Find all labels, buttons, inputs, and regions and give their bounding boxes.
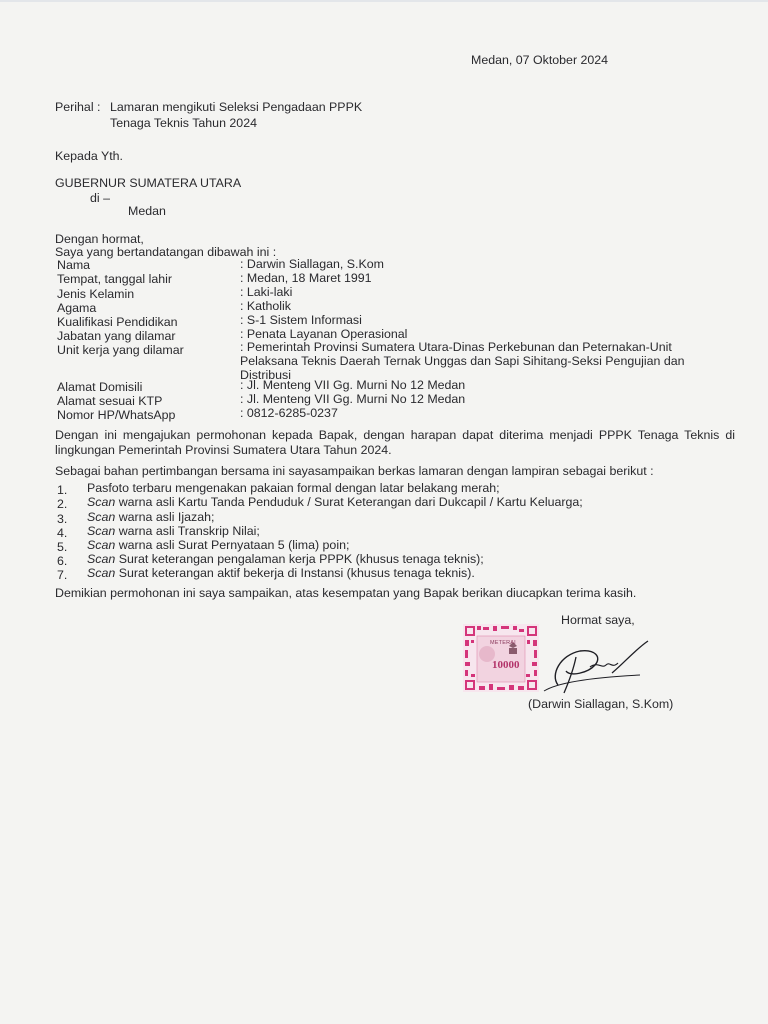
greeting: Dengan hormat, xyxy=(55,232,144,246)
attachment-number: 4. xyxy=(57,526,68,540)
subject-line-1: Lamaran mengikuti Seleksi Pengadaan PPPK xyxy=(110,100,363,114)
field-label-education: Kualifikasi Pendidikan xyxy=(57,315,178,329)
letter-date: Medan, 07 Oktober 2024 xyxy=(471,53,609,67)
field-label-name: Nama xyxy=(57,258,91,272)
field-value-work-unit: : Pemerintah Provinsi Sumatera Utara-Dinas Perkebunan dan Peternakan-Unit Pelaksana Teknis Daerah Ternak Unggas dan Sapi Sihitang-Seksi Pengujian dan Distribusi xyxy=(240,340,685,382)
field-label-domicile: Alamat Domisili xyxy=(57,380,143,394)
attachment-text: Pasfoto terbaru mengenakan pakaian formal dengan latar belakang merah; xyxy=(87,481,500,495)
field-label-work-unit: Unit kerja yang dilamar xyxy=(57,343,184,357)
field-label-position: Jabatan yang dilamar xyxy=(57,329,176,343)
body-paragraph: Dengan ini mengajukan permohonan kepada Bapak, dengan harapan dapat diterima menjadi PPPK Tenaga Teknis di lingkungan Pemerintah Provinsi Sumatera Utara Tahun 2024. xyxy=(55,428,735,457)
attachment-item xyxy=(87,524,260,538)
addressee-salutation: Kepada Yth. xyxy=(55,149,123,163)
field-value-gender: : Laki-laki xyxy=(240,285,293,299)
subject-label: Perihal : xyxy=(55,100,101,114)
closing-paragraph: Demikian permohonan ini saya sampaikan, atas kesempatan yang Bapak berikan diucapkan terima kasih. xyxy=(55,586,637,600)
field-value-phone: : 0812-6285-0237 xyxy=(240,406,338,420)
attachment-number: 2. xyxy=(57,497,68,511)
attachment-intro: Sebagai bahan pertimbangan bersama ini sayasampaikan berkas lamaran dengan lampiran sebagai berikut : xyxy=(55,464,654,478)
attachment-item xyxy=(87,495,583,509)
subject-line-2: Tenaga Teknis Tahun 2024 xyxy=(110,116,257,130)
field-value-religion: : Katholik xyxy=(240,299,291,313)
field-label-gender: Jenis Kelamin xyxy=(57,287,135,301)
stamp-value: 10000 xyxy=(492,659,520,671)
field-value-name: : Darwin Siallagan, S.Kom xyxy=(240,257,384,271)
attachment-scan-word: Scan xyxy=(87,538,116,552)
stamp-label: METERAI xyxy=(490,640,516,646)
regards: Hormat saya, xyxy=(561,613,635,627)
attachment-number: 1. xyxy=(57,483,68,497)
attachment-number: 6. xyxy=(57,554,68,568)
attachment-scan-word: Scan xyxy=(87,552,116,566)
attachment-scan-word: Scan xyxy=(87,510,116,524)
attachment-text: Surat keterangan aktif bekerja di Instansi (khusus tenaga teknis). xyxy=(115,566,475,580)
field-label-religion: Agama xyxy=(57,301,97,315)
attachment-text: Surat keterangan pengalaman kerja PPPK (khusus tenaga teknis); xyxy=(115,552,484,566)
signature-icon xyxy=(540,635,655,697)
attachment-item xyxy=(87,510,214,524)
intro-line: Saya yang bertandatangan dibawah ini : xyxy=(55,245,277,259)
attachment-text: warna asli Kartu Tanda Penduduk / Surat Keterangan dari Dukcapil / Kartu Keluarga; xyxy=(115,495,583,509)
attachment-number: 7. xyxy=(57,568,68,582)
signer-name: (Darwin Siallagan, S.Kom) xyxy=(528,697,674,711)
recipient-city: Medan xyxy=(128,204,166,218)
attachment-number: 3. xyxy=(57,512,68,526)
meterai-stamp-icon xyxy=(463,624,539,692)
attachment-item xyxy=(87,538,349,552)
attachment-scan-word: Scan xyxy=(87,495,116,509)
field-value-position: : Penata Layanan Operasional xyxy=(240,327,408,341)
field-label-birth: Tempat, tanggal lahir xyxy=(57,272,173,286)
attachment-text: warna asli Ijazah; xyxy=(115,510,215,524)
attachment-scan-word: Scan xyxy=(87,524,116,538)
field-value-education: : S-1 Sistem Informasi xyxy=(240,313,362,327)
field-label-phone: Nomor HP/WhatsApp xyxy=(57,408,176,422)
attachment-text: warna asli Surat Pernyataan 5 (lima) poin; xyxy=(115,538,350,552)
attachment-scan-word: Scan xyxy=(87,566,116,580)
field-label-ktp-address: Alamat sesuai KTP xyxy=(57,394,163,408)
page-top-edge xyxy=(0,0,768,2)
attachment-item xyxy=(87,552,484,566)
attachment-text: warna asli Transkrip Nilai; xyxy=(115,524,260,538)
recipient-di: di – xyxy=(90,191,110,205)
attachment-number: 5. xyxy=(57,540,68,554)
attachment-item xyxy=(87,566,475,580)
field-value-ktp-address: : Jl. Menteng VII Gg. Murni No 12 Medan xyxy=(240,392,466,406)
recipient-title: GUBERNUR SUMATERA UTARA xyxy=(55,176,242,190)
field-value-domicile: : Jl. Menteng VII Gg. Murni No 12 Medan xyxy=(240,378,466,392)
field-value-birth: : Medan, 18 Maret 1991 xyxy=(240,271,372,285)
attachment-item xyxy=(87,481,500,495)
